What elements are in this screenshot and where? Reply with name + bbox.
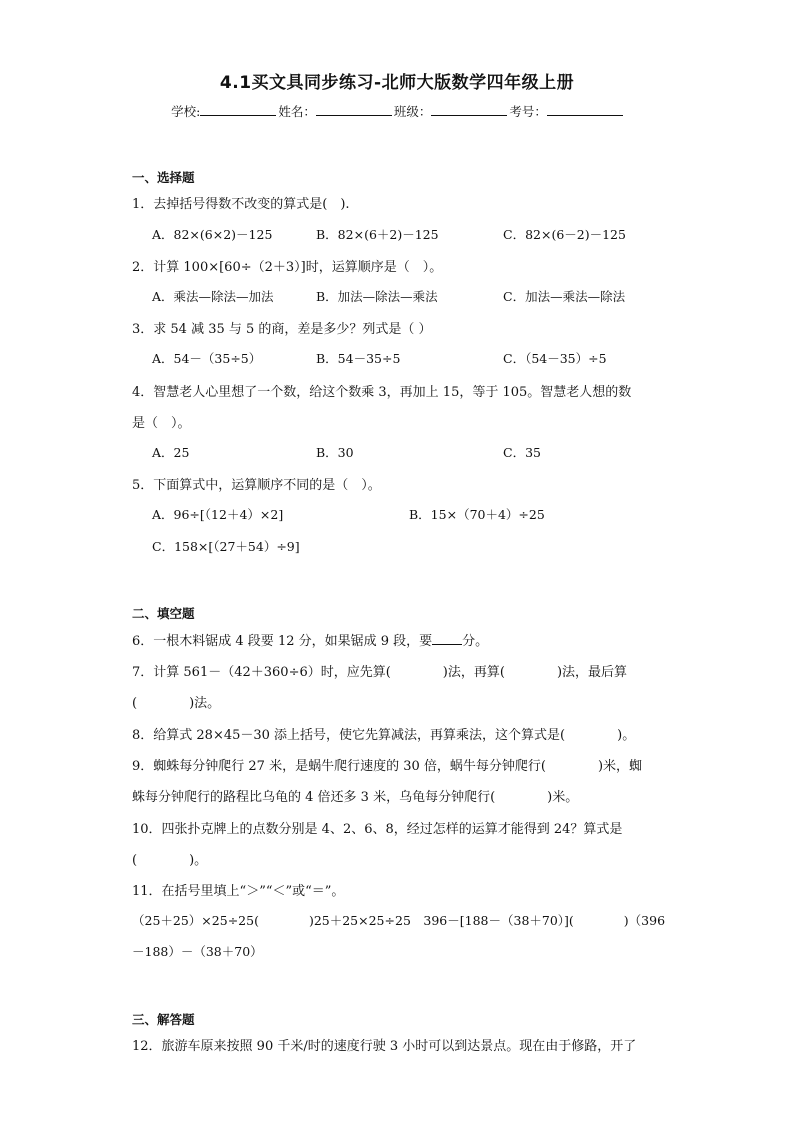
class-label: 班级： [393,104,432,119]
question-2-option-b[interactable]: B．加法—除法—乘法 [316,289,438,304]
question-9-line-1: 9．蜘蛛每分钟爬行 27 米，是蜗牛爬行速度的 30 倍，蜗牛每分钟爬行( )米，蜘 [132,759,643,774]
question-7-line-1: 7．计算 561－（42＋360÷6）时，应先算( )法，再算( )法，最后算 [132,665,628,680]
question-1-option-a[interactable]: A．82×(6×2)－125 [152,227,273,242]
question-1-option-c[interactable]: C．82×(6－2)－125 [503,227,626,242]
question-8: 8．给算式 28×45－30 添上括号，使它先算减法，再算乘法，这个算式是( )。 [132,728,636,743]
question-3-option-b[interactable]: B．54－35÷5 [316,351,401,366]
question-6-text-after: 分。 [462,634,489,649]
page-title: 4.1买文具同步练习-北师大版数学四年级上册 [219,73,575,93]
question-5-option-a[interactable]: A．96÷[（12＋4）×2] [152,507,284,522]
question-3-option-c[interactable]: C．（54－35）÷5 [503,351,607,366]
question-6 [132,630,488,649]
question-6-answer-blank[interactable] [432,632,462,645]
question-11-line-1: （25＋25）×25÷25( )25＋25×25÷25 396－[188－（38＋70）]( )（396 [132,913,666,928]
question-4-option-a[interactable]: A．25 [152,445,190,460]
school-blank[interactable] [200,103,276,116]
question-10-line-1: 10．四张扑克牌上的点数分别是 4、2、6、8，经过怎样的运算才能得到 24？算式是 [132,822,623,837]
student-info-row [0,102,794,120]
question-4-option-b[interactable]: B．30 [316,445,354,460]
section-solve-heading: 三、解答题 [132,1012,195,1027]
class-blank[interactable] [431,103,507,116]
question-2-option-c[interactable]: C．加法—乘法—除法 [503,289,626,304]
question-12-line-1: 12．旅游车原来按照 90 千米/时的速度行驶 3 小时可以到达景点。现在由于修路，开了 [132,1039,637,1054]
exam-number-label: 考号： [509,104,547,119]
question-6-text-before: 6．一根木料锯成 4 段要 12 分，如果锯成 9 段，要 [132,634,433,649]
name-label: 姓名： [278,104,316,119]
question-4-option-c[interactable]: C．35 [503,445,541,460]
section-choice-heading: 一、选择题 [132,170,195,185]
question-11-line-2: －188）－（38＋70） [132,944,263,959]
question-7-line-2: ( )法。 [132,696,221,711]
question-5-stem: 5．下面算式中，运算顺序不同的是（ ）。 [132,478,381,493]
exam-number-blank[interactable] [547,103,623,116]
question-3-stem: 3．求 54 减 35 与 5 的商，差是多少？列式是（ ） [132,322,432,337]
question-9-line-2: 蛛每分钟爬行的路程比乌龟的 4 倍还多 3 米，乌龟每分钟爬行( )米。 [132,790,579,805]
question-5-option-c[interactable]: C．158×[（27＋54）÷9] [152,539,300,554]
question-2-option-a[interactable]: A．乘法—除法—加法 [152,289,274,304]
question-3-option-a[interactable]: A．54－（35÷5） [152,351,262,366]
question-10-line-2: ( )。 [132,853,208,868]
name-blank[interactable] [316,103,392,116]
question-1-option-b[interactable]: B．82×(6＋2)－125 [316,227,439,242]
question-4-stem-line-1: 4．智慧老人心里想了一个数，给这个数乘 3，再加上 15，等于 105。智慧老人想的数 [132,385,632,400]
question-1-stem: 1．去掉括号得数不改变的算式是( ). [132,197,350,212]
section-fill-heading: 二、填空题 [132,606,195,621]
question-4-stem-line-2: 是（ ）。 [132,416,191,431]
question-11-stem: 11．在括号里填上“＞”“＜”或“＝”。 [132,884,345,899]
school-label: 学校: [171,104,201,119]
question-5-option-b[interactable]: B．15×（70＋4）÷25 [409,507,545,522]
question-2-stem: 2．计算 100×[60÷（2＋3）]时，运算顺序是（ ）。 [132,260,443,275]
